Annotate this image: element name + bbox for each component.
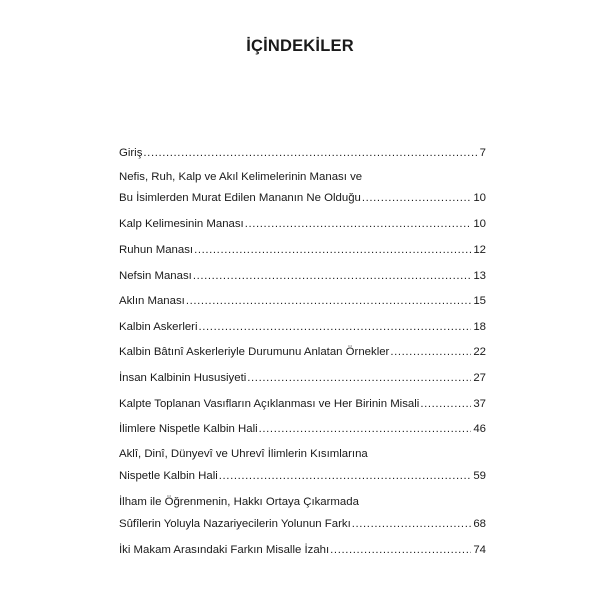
toc-entry [119, 396, 486, 412]
toc-entry-page: 15 [473, 295, 486, 307]
toc-entry-title-cont: Sûfîlerin Yoluyla Nazariyecilerin Yolunun Farkı [119, 518, 351, 530]
toc-entry-line-1 [119, 169, 486, 185]
toc-entry [119, 319, 486, 335]
toc-entry [119, 242, 486, 258]
toc-entry-page: 37 [473, 398, 486, 410]
toc-entry-title: İlham ile Öğrenmenin, Hakkı Ortaya Çıkarmada [119, 496, 359, 508]
toc-entry [119, 370, 486, 386]
dot-leader [143, 145, 477, 161]
toc-entry-page: 10 [473, 192, 486, 204]
dot-leader [193, 268, 472, 284]
dot-leader [390, 344, 471, 360]
page-title: İÇİNDEKİLER [246, 37, 354, 55]
toc-entry-page: 59 [473, 470, 486, 482]
dot-leader [247, 370, 471, 386]
toc-entry-title: İlimlere Nispetle Kalbin Hali [119, 423, 258, 435]
dot-leader [186, 293, 471, 309]
toc-entry-title: Aklî, Dinî, Dünyevî ve Uhrevî İlimlerin Kısımlarına [119, 448, 368, 460]
toc-entry-page: 12 [473, 244, 486, 256]
toc-entry [119, 468, 486, 484]
toc-entry-title-cont: Nispetle Kalbin Hali [119, 470, 218, 482]
toc-entry [119, 190, 486, 206]
toc-entry-page: 18 [473, 321, 486, 333]
toc-entry-page: 7 [479, 147, 486, 159]
toc-entry-line-1 [119, 494, 486, 510]
toc-entry [119, 145, 486, 161]
toc-entry-title: İki Makam Arasındaki Farkın Misalle İzahı [119, 544, 330, 556]
toc-entry-page: 13 [473, 270, 486, 282]
toc-entry-page: 74 [473, 544, 486, 556]
toc-entry-title: İnsan Kalbinin Hususiyeti [119, 372, 247, 384]
toc-entry-page: 10 [473, 218, 486, 230]
toc-entry-title: Nefsin Manası [119, 270, 192, 282]
toc-entry-page: 46 [473, 423, 486, 435]
dot-leader [362, 190, 471, 206]
toc-entry [119, 344, 486, 360]
toc-entry-title: Kalbin Bâtınî Askerleriyle Durumunu Anlatan Örnekler [119, 346, 390, 358]
toc-entry-title: Kalp Kelimesinin Manası [119, 218, 244, 230]
toc-entry-title: Ruhun Manası [119, 244, 194, 256]
dot-leader [330, 542, 471, 558]
toc-entry-page: 68 [473, 518, 486, 530]
toc-entry [119, 421, 486, 437]
toc-entry [119, 216, 486, 232]
dot-leader [420, 396, 471, 412]
toc-entry-title: Kalbin Askerleri [119, 321, 198, 333]
toc-entry-title: Nefis, Ruh, Kalp ve Akıl Kelimelerinin Manası ve [119, 171, 363, 183]
dot-leader [259, 421, 472, 437]
toc-entry-title-cont: Bu İsimlerden Murat Edilen Mananın Ne Olduğu [119, 192, 361, 204]
toc-entry-page: 27 [473, 372, 486, 384]
toc-entry-page: 22 [473, 346, 486, 358]
dot-leader [199, 319, 472, 335]
toc-entry-title: Giriş [119, 147, 143, 159]
toc-entry-line-1 [119, 446, 486, 462]
toc-entry-title: Aklın Manası [119, 295, 185, 307]
toc-entry [119, 516, 486, 532]
dot-leader [194, 242, 471, 258]
toc-entry [119, 293, 486, 309]
dot-leader [245, 216, 472, 232]
toc-entry-title: Kalpte Toplanan Vasıfların Açıklanması ve Her Birinin Misali [119, 398, 420, 410]
dot-leader [352, 516, 472, 532]
dot-leader [219, 468, 472, 484]
toc-entry [119, 268, 486, 284]
toc-entry [119, 542, 486, 558]
